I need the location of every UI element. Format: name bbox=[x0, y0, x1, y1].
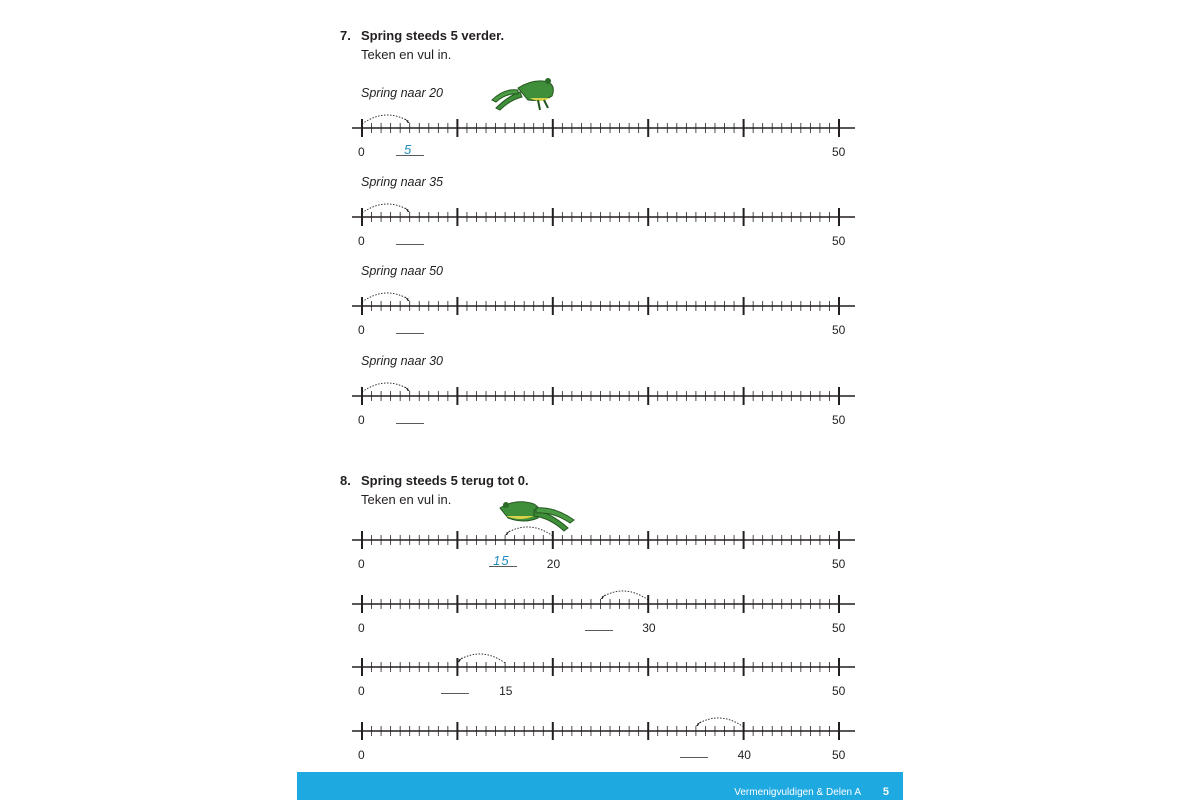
jump-arc bbox=[505, 527, 553, 536]
line-end-label: 50 bbox=[832, 748, 846, 762]
line-end-label: 50 bbox=[832, 145, 846, 159]
exercise-7-instruction: Teken en vul in. bbox=[361, 47, 452, 62]
exercise-8-row-3-number-line bbox=[0, 652, 1200, 682]
jump-arc bbox=[362, 293, 410, 302]
line-start-label: 0 bbox=[358, 234, 365, 248]
line-start-label: 0 bbox=[358, 145, 365, 159]
answer-blank[interactable] bbox=[396, 244, 424, 245]
answer-blank[interactable] bbox=[396, 333, 424, 334]
jump-arrowhead bbox=[405, 296, 410, 301]
jump-arrowhead bbox=[405, 207, 410, 212]
start-number-label: 30 bbox=[642, 621, 656, 635]
footer-book-title: Vermenigvuldigen & Delen A bbox=[734, 787, 861, 798]
jump-arrowhead bbox=[505, 530, 510, 535]
row-label: Spring naar 50 bbox=[361, 264, 444, 278]
exercise-8-instruction: Teken en vul in. bbox=[361, 492, 452, 507]
frog-illustration bbox=[488, 70, 560, 114]
start-number-label: 20 bbox=[546, 557, 561, 571]
exercise-7-number: 7. bbox=[340, 28, 351, 43]
line-end-label: 50 bbox=[832, 323, 846, 337]
exercise-8-row-4-number-line bbox=[0, 716, 1200, 746]
handwritten-answer: 5 bbox=[404, 142, 413, 157]
row-label: Spring naar 35 bbox=[361, 175, 444, 189]
line-start-label: 0 bbox=[358, 621, 365, 635]
exercise-8-row-1-number-line bbox=[0, 525, 1200, 555]
jump-arrowhead bbox=[601, 594, 606, 599]
line-end-label: 50 bbox=[832, 684, 846, 698]
handwritten-answer: 15 bbox=[493, 553, 510, 568]
exercise-7-row-1-number-line bbox=[0, 113, 1200, 143]
start-number-label: 15 bbox=[499, 684, 513, 698]
line-start-label: 0 bbox=[358, 323, 365, 337]
jump-arc bbox=[362, 115, 410, 124]
exercise-7-row-2-number-line bbox=[0, 202, 1200, 232]
exercise-7-title: Spring steeds 5 verder. bbox=[361, 28, 505, 43]
row-label: Spring naar 20 bbox=[361, 86, 444, 100]
exercise-8-row-2-number-line bbox=[0, 589, 1200, 619]
exercise-8-title: Spring steeds 5 terug tot 0. bbox=[361, 473, 529, 488]
exercise-7-row-4-number-line bbox=[0, 381, 1200, 411]
jump-arrowhead bbox=[405, 386, 410, 391]
jump-arc bbox=[362, 383, 410, 392]
line-start-label: 0 bbox=[358, 413, 365, 427]
jump-arc bbox=[457, 654, 505, 663]
jump-arc bbox=[362, 204, 410, 213]
footer-bar bbox=[297, 772, 903, 800]
page-number: 5 bbox=[882, 786, 889, 798]
line-start-label: 0 bbox=[358, 557, 365, 571]
answer-blank[interactable] bbox=[441, 693, 469, 694]
line-end-label: 50 bbox=[832, 557, 846, 571]
line-start-label: 0 bbox=[358, 684, 365, 698]
line-start-label: 0 bbox=[358, 748, 365, 762]
jump-arrowhead bbox=[405, 118, 410, 123]
line-end-label: 50 bbox=[832, 621, 846, 635]
jump-arc bbox=[696, 718, 744, 727]
exercise-7-row-3-number-line bbox=[0, 291, 1200, 321]
line-end-label: 50 bbox=[832, 234, 846, 248]
start-number-label: 40 bbox=[737, 748, 751, 762]
row-label: Spring naar 30 bbox=[361, 354, 444, 368]
jump-arc bbox=[601, 591, 649, 600]
jump-arrowhead bbox=[696, 721, 701, 726]
exercise-8-number: 8. bbox=[340, 473, 351, 488]
answer-blank[interactable] bbox=[396, 423, 424, 424]
line-end-label: 50 bbox=[832, 413, 846, 427]
answer-blank[interactable] bbox=[680, 757, 708, 758]
answer-blank[interactable] bbox=[585, 630, 613, 631]
